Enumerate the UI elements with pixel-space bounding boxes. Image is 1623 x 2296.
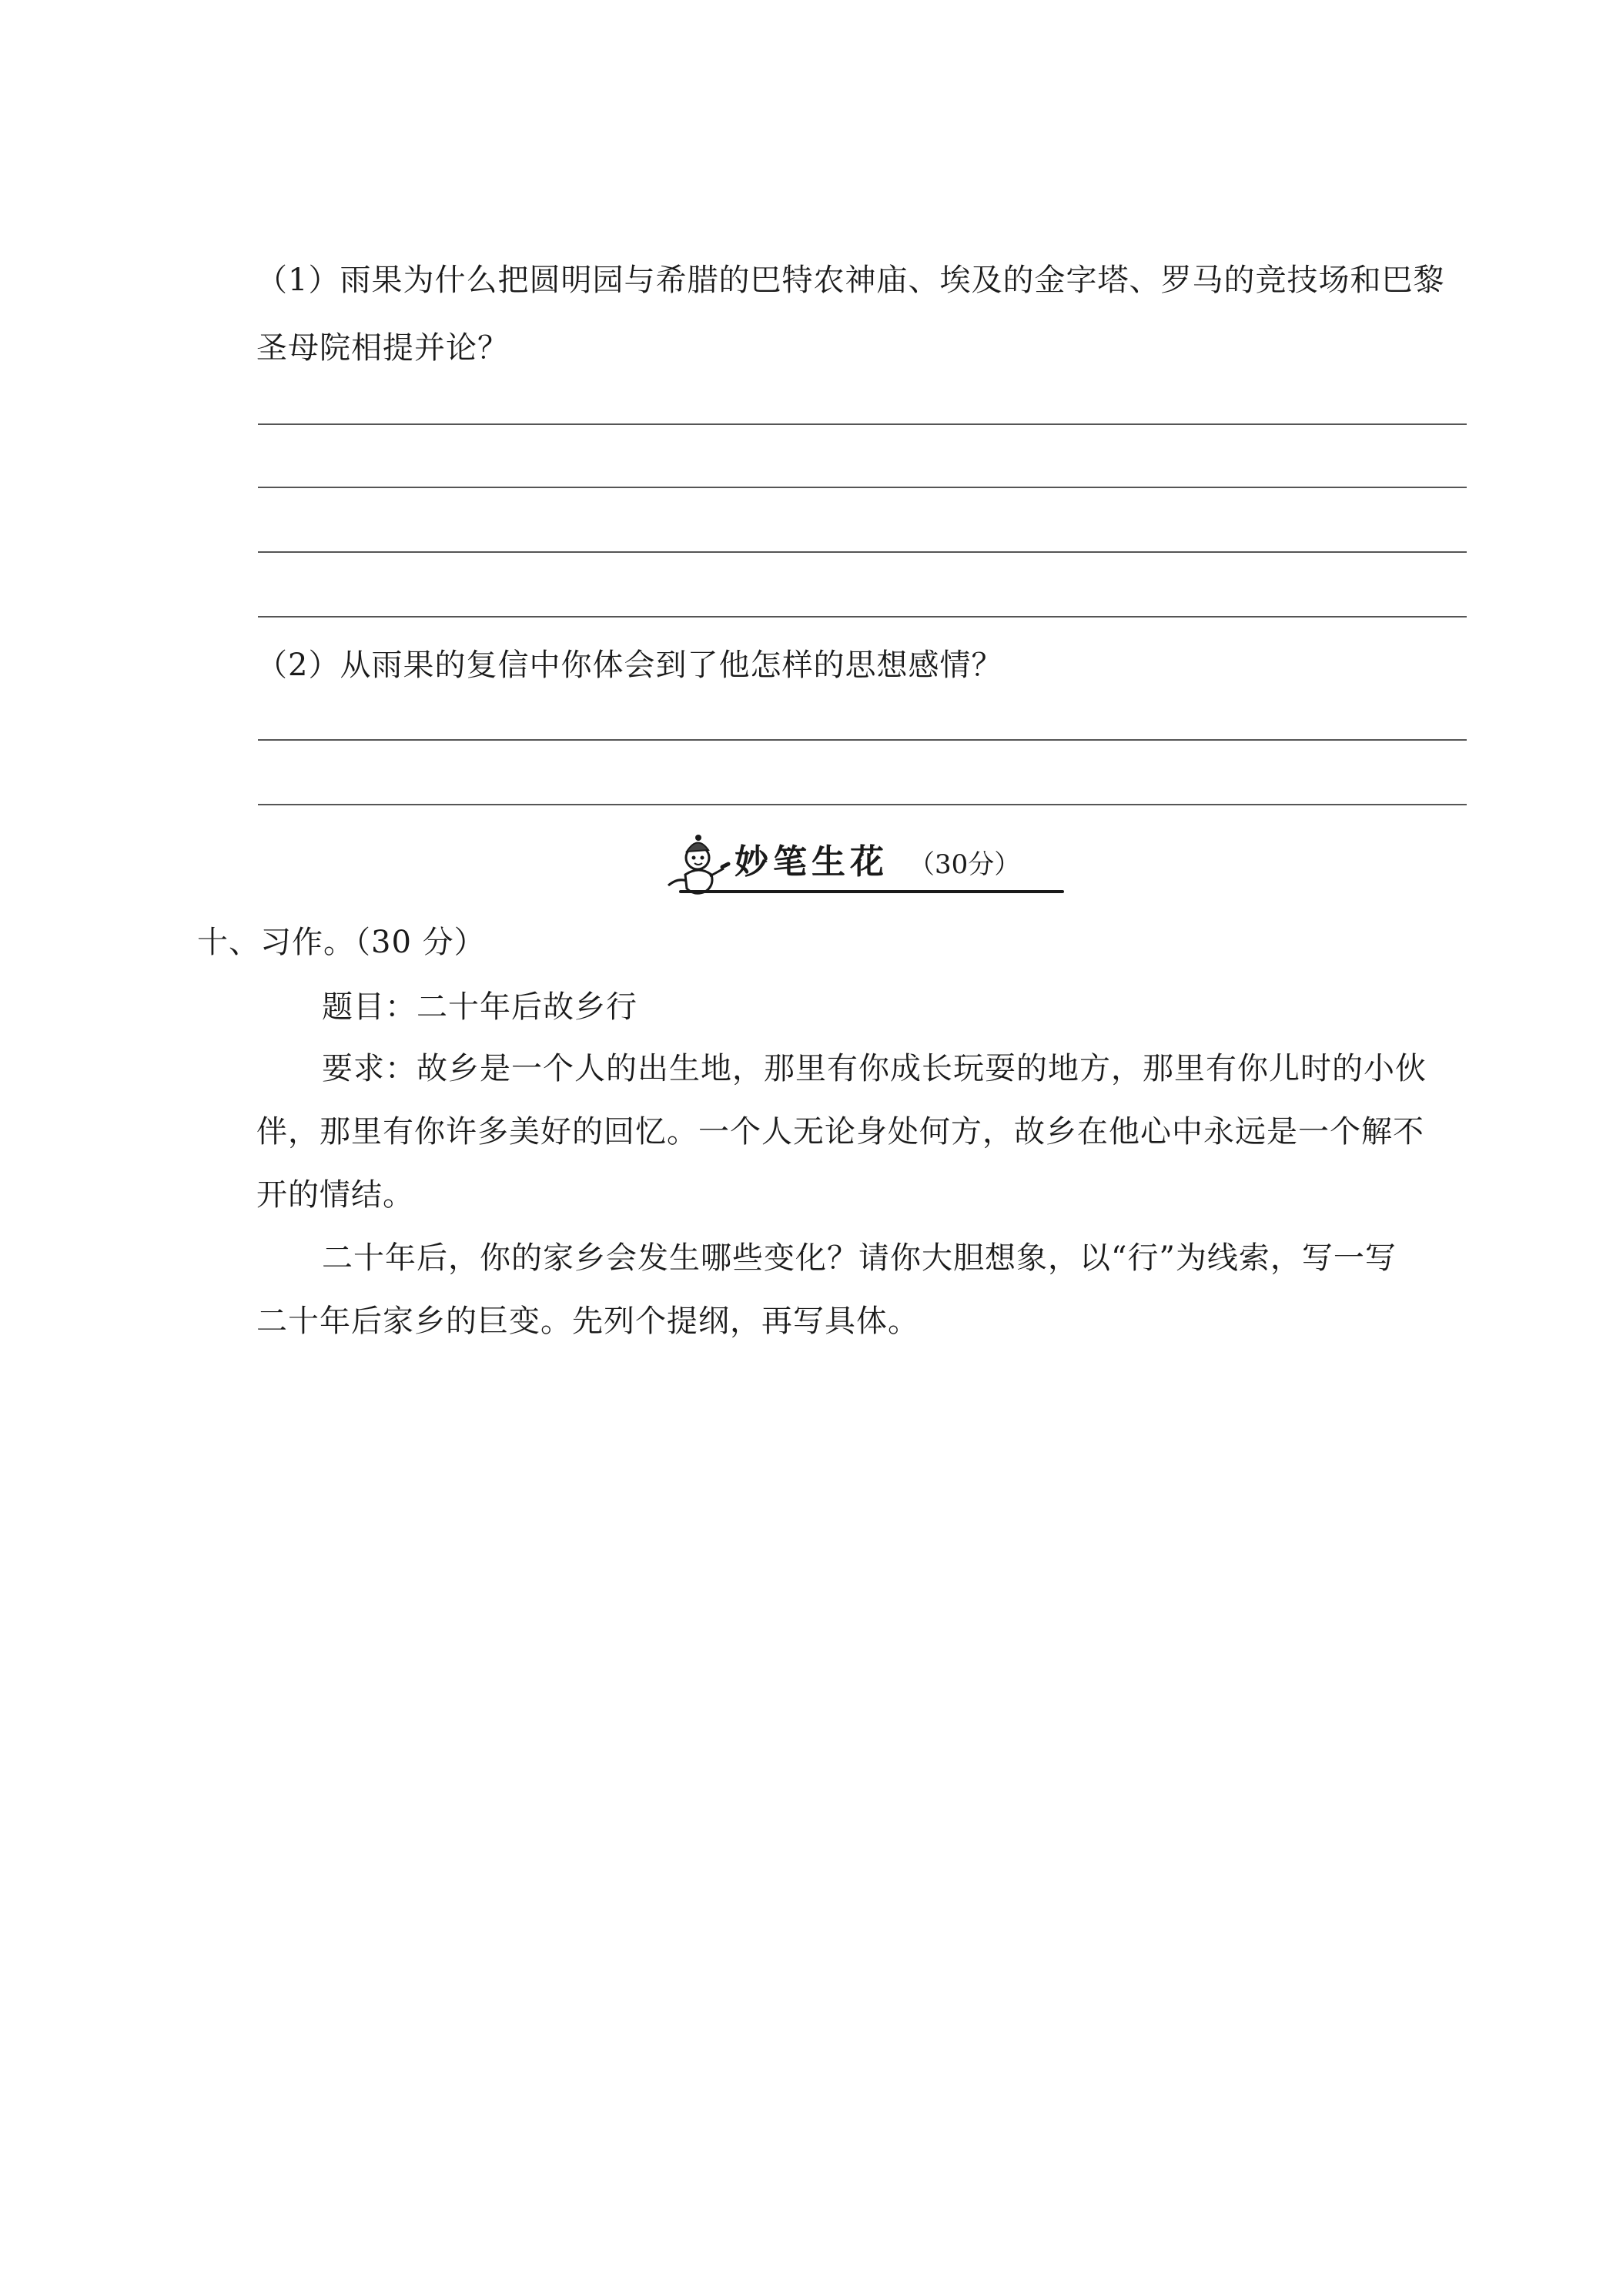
section-score: （30分） <box>909 849 1021 880</box>
answer-line-q2-2[interactable] <box>258 804 1467 805</box>
question-1-text-line-2: 圣母院相提并论？ <box>256 330 509 366</box>
answer-line-q1-2[interactable] <box>258 487 1467 488</box>
section-underline <box>679 890 1064 893</box>
writing-heading: 十、习作。（30 分） <box>197 925 486 960</box>
question-1-text-line-1: （1）雨果为什么把圆明园与希腊的巴特农神庙、埃及的金字塔、罗马的竞技场和巴黎 <box>256 263 1445 298</box>
writing-topic: 题目：二十年后故乡行 <box>322 989 637 1025</box>
requirement-line-2: 伴，那里有你许多美好的回忆。一个人无论身处何方，故乡在他心中永远是一个解不 <box>256 1114 1424 1150</box>
section-header <box>664 832 1064 901</box>
requirement-line-1: 要求：故乡是一个人的出生地，那里有你成长玩耍的地方，那里有你儿时的小伙 <box>322 1051 1427 1086</box>
instruction-line-1: 二十年后，你的家乡会发生哪些变化？请你大胆想象，以“行”为线索，写一写 <box>322 1240 1397 1276</box>
answer-line-q2-1[interactable] <box>258 739 1467 741</box>
question-2-text: （2）从雨果的复信中你体会到了他怎样的思想感情？ <box>256 648 1003 683</box>
answer-line-q1-4[interactable] <box>258 616 1467 618</box>
section-title: 妙笔生花 <box>735 842 888 882</box>
answer-line-q1-1[interactable] <box>258 423 1467 425</box>
instruction-line-2: 二十年后家乡的巨变。先列个提纲，再写具体。 <box>256 1304 919 1339</box>
answer-line-q1-3[interactable] <box>258 551 1467 553</box>
requirement-line-3: 开的情结。 <box>256 1177 414 1213</box>
